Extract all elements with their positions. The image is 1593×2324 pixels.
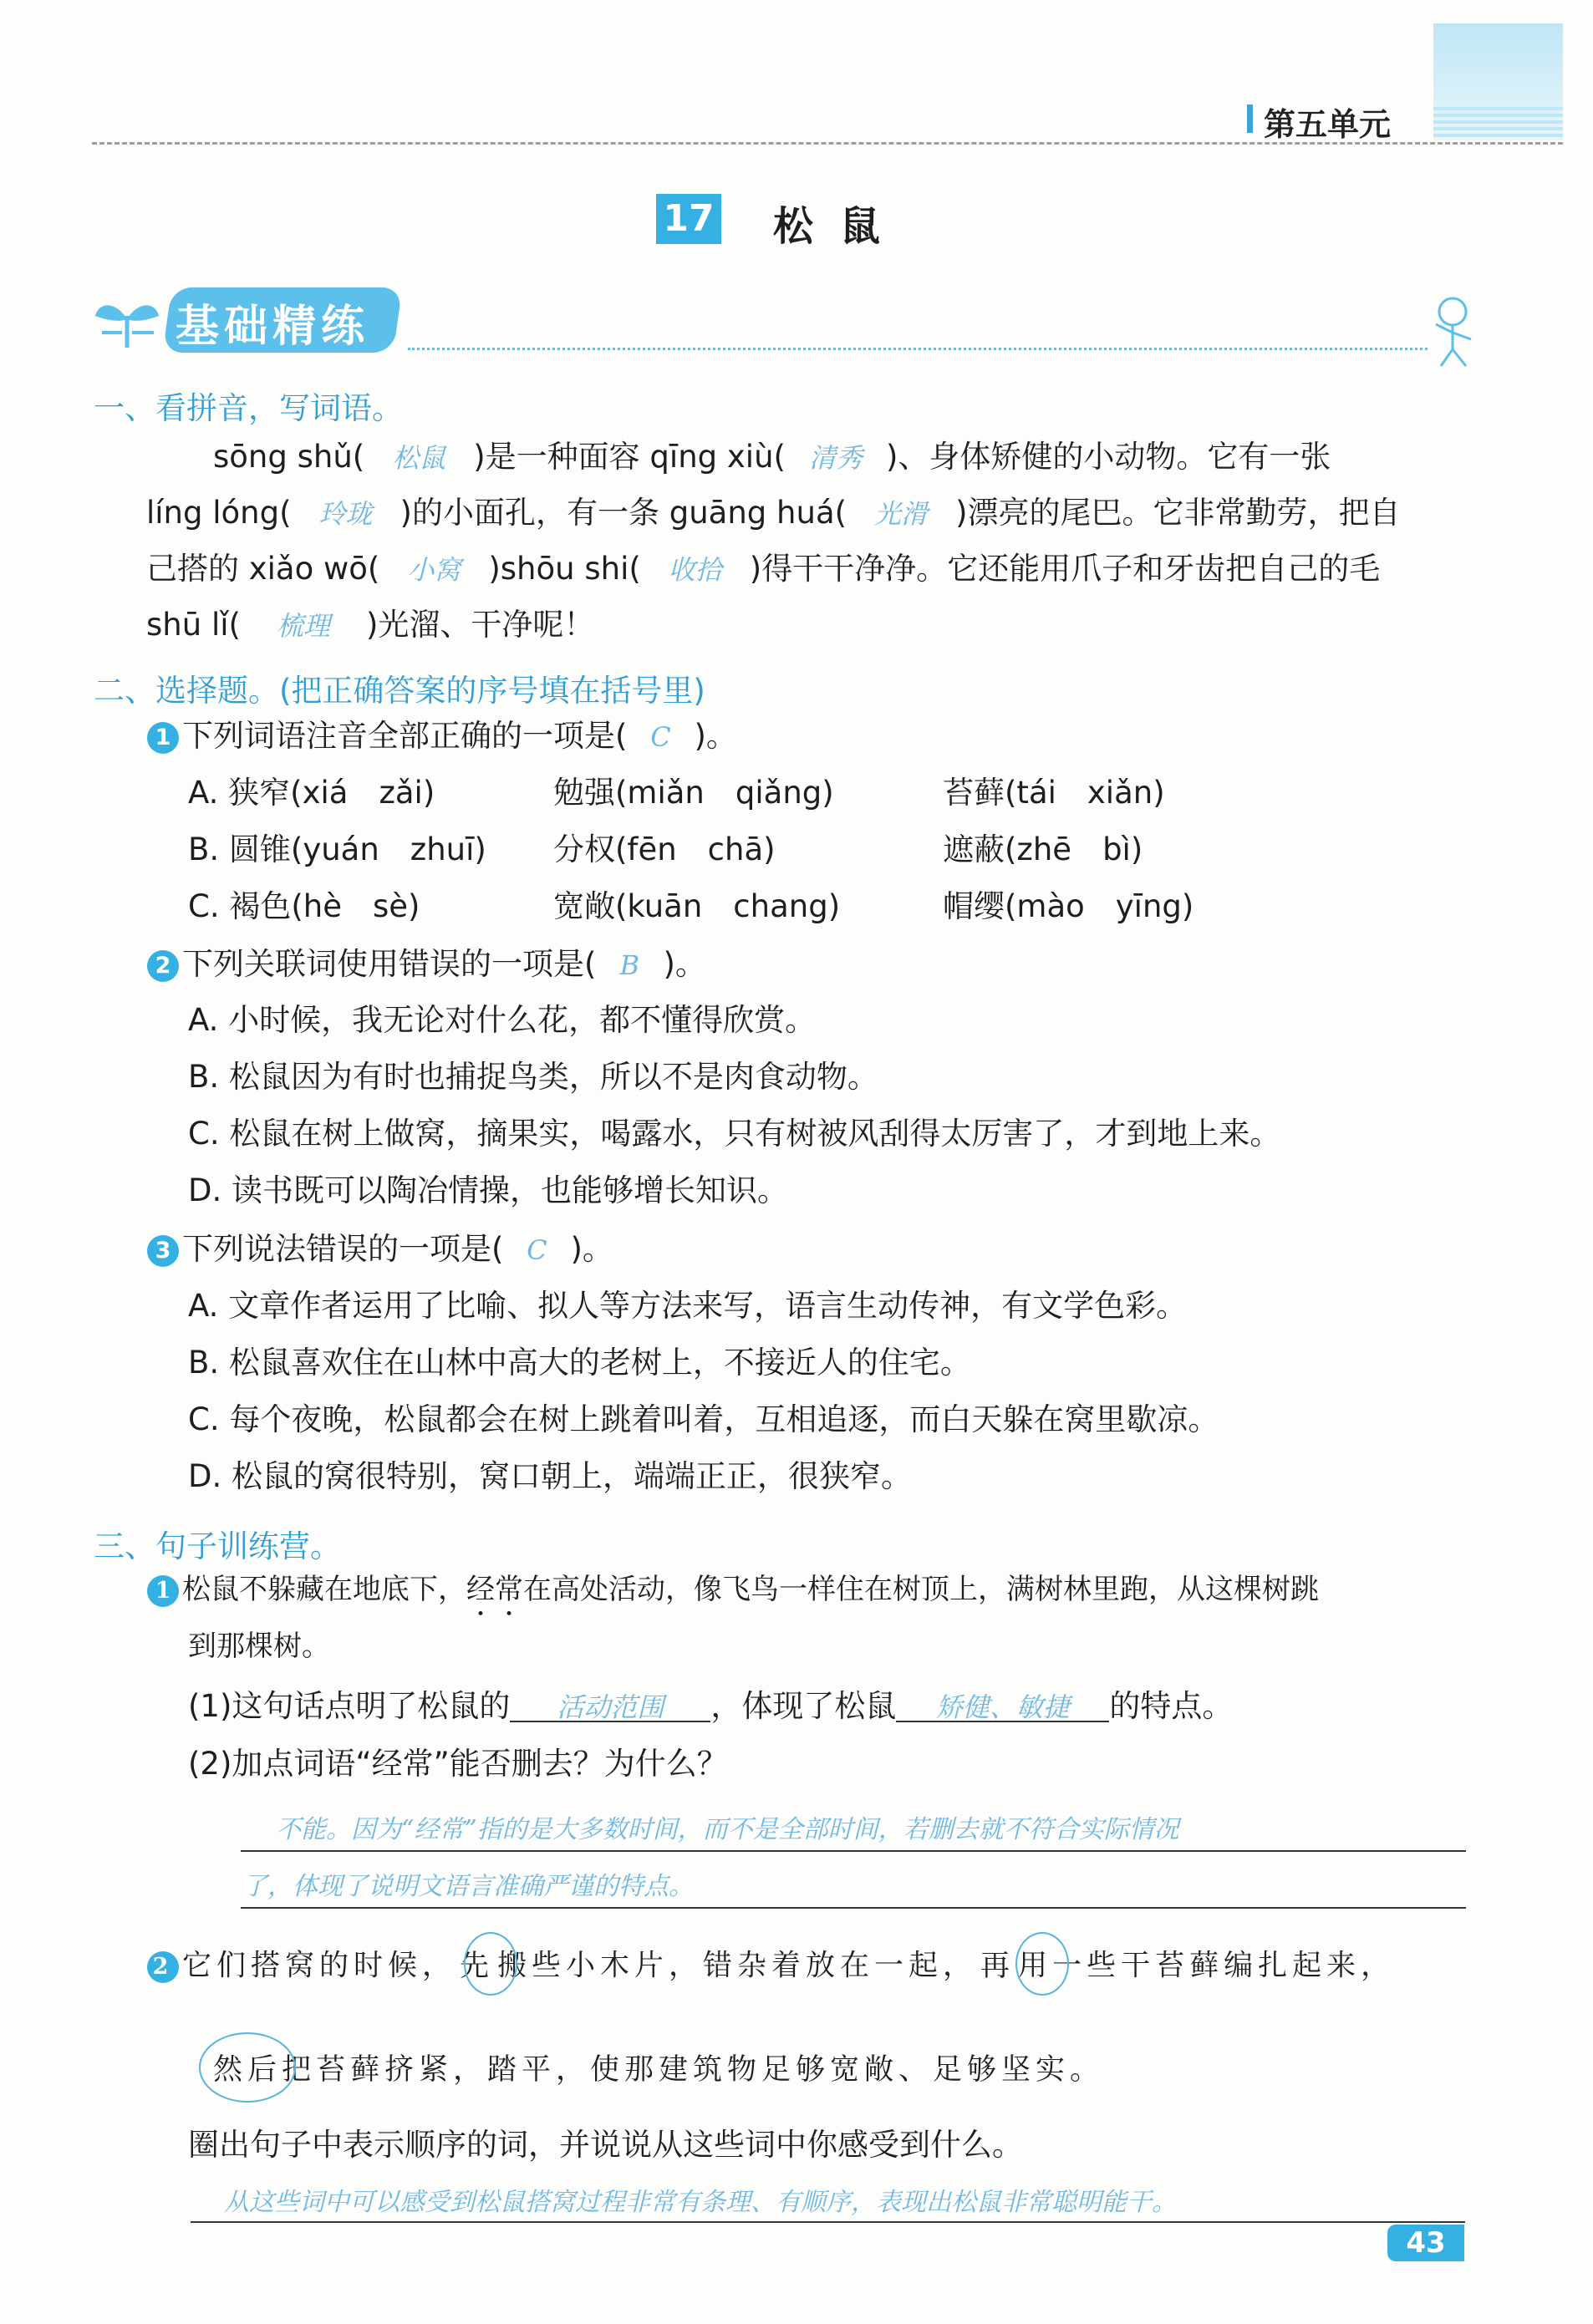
question-number-badge: 1	[147, 722, 179, 754]
answer-guanghua: 光滑	[874, 498, 929, 530]
q2-2-option: B. 松鼠因为有时也捕捉鸟类，所以不是肉食动物。	[188, 1059, 878, 1095]
sec3-q1-sub2: (2)加点词语“经常”能否删去？为什么？	[188, 1746, 728, 1782]
q2-3-option: A. 文章作者运用了比喻、拟人等方法来写，语言生动传神，有文学色彩。	[188, 1288, 1188, 1324]
answer-line	[241, 1850, 1466, 1852]
q2-s4: 把苔藓挤紧，踏平，使那建筑物足够宽敞、足够坚实。	[282, 2053, 1105, 2087]
answer-sub2-line1: 不能。因为“经常”指的是大多数时间，而不是全部时间，若删去就不符合实际情况	[276, 1815, 1179, 1844]
q2-1-opt-c3: 帽缨(mào yīng)	[943, 888, 1194, 924]
q2-s3: 用一些干苔藓编扎起来，	[1018, 1949, 1396, 1983]
q2-1-answer: C	[650, 721, 671, 753]
sec3-q2-sentence2	[213, 2053, 1105, 2087]
answer-trait: 矫健、敏捷	[896, 1694, 1109, 1722]
q2-2-option: D. 读书既可以陶冶情操，也能够增长知识。	[188, 1172, 789, 1208]
page-number: 43	[1387, 2225, 1464, 2261]
sec1-l2-c: )漂亮的尾巴。它非常勤劳，把自	[955, 495, 1401, 531]
circled-word-zai: 再	[980, 1949, 1015, 1983]
answer-linglong: 玲珑	[318, 498, 373, 530]
sub1-c: 的特点。	[1109, 1688, 1234, 1724]
sec1-l1-a: sōng shǔ(	[213, 439, 365, 475]
q2-1-opt-a2: 勉强(miǎn qiǎng)	[553, 775, 834, 811]
question-number-badge: 1	[147, 1575, 179, 1607]
answer-q2: 从这些词中可以感受到松鼠搭窝过程非常有条理、有顺序，表现出松鼠非常聪明能干。	[224, 2188, 1177, 2217]
circled-word-xian: 先	[460, 1949, 495, 1983]
q2-2-stem-b: )。	[663, 946, 706, 982]
q2-2-stem	[147, 948, 706, 982]
q2-3-option: D. 松鼠的窝很特别，窝口朝上，端端正正，很狭窄。	[188, 1458, 913, 1494]
sec3-q2-task: 圈出句子中表示顺序的词，并说说从这些词中你感受到什么。	[188, 2127, 1023, 2163]
answer-songshu: 松鼠	[392, 442, 446, 474]
sec1-line3	[146, 551, 1381, 587]
sec1-l2-b: )的小面孔，有一条 guāng huá(	[400, 495, 847, 531]
section1-title: 一、看拼音，写词语。	[94, 390, 403, 426]
answer-shuli: 梳理	[276, 610, 330, 642]
sec1-l3-c: )得干干净净。它还能用爪子和牙齿把自己的毛	[749, 551, 1381, 587]
q2-1-opt-a1: A. 狭窄(xiá zǎi)	[188, 775, 435, 811]
q2-3-stem-b: )。	[570, 1231, 613, 1267]
banner-divider	[408, 348, 1428, 350]
header-decor-lines	[1433, 107, 1563, 140]
q2-s2: 搬些小木片，错杂着放在一起，	[497, 1949, 978, 1983]
answer-line	[241, 1907, 1466, 1909]
q2-1-opt-b2: 分权(fēn chā)	[553, 831, 776, 867]
question-number-badge: 3	[147, 1235, 179, 1267]
q2-3-stem-a: 下列说法错误的一项是(	[182, 1231, 504, 1267]
sec3-q1-sentence2: 到那棵树。	[188, 1630, 330, 1663]
circle-mark	[199, 2032, 296, 2103]
sec1-line4	[146, 607, 595, 643]
sub1-b: ，体现了松鼠	[710, 1688, 897, 1724]
sec1-line1	[213, 439, 1331, 475]
q2-3-stem	[147, 1233, 613, 1267]
answer-activity-range: 活动范围	[510, 1694, 710, 1722]
unit-marker	[1247, 104, 1253, 133]
q2-2-option: C. 松鼠在树上做窝，摘果实，喝露水，只有树被风刮得太厉害了，才到地上来。	[188, 1116, 1281, 1152]
q2-2-option: A. 小时候，我无论对什么花，都不懂得欣赏。	[188, 1002, 817, 1038]
lesson-title: 松鼠	[773, 203, 908, 250]
girl-cartoon-icon	[1412, 291, 1492, 370]
lesson-number: 17	[656, 194, 721, 244]
q2-1-opt-c1: C. 褐色(hè sè)	[188, 888, 420, 924]
q2-2-answer: B	[619, 949, 640, 981]
sec3-q1-sent-c: 在高处活动，像飞鸟一样住在树顶上，满树林里跑，从这棵树跳	[523, 1573, 1319, 1606]
sec3-q1-sub1	[188, 1688, 1234, 1724]
question-number-badge: 2	[147, 950, 179, 982]
q2-1-stem-b: )。	[694, 718, 737, 754]
answer-qingxiu: 清秀	[808, 442, 863, 474]
section2-title: 二、选择题。(把正确答案的序号填在括号里)	[94, 673, 705, 709]
answer-shoushi: 收拾	[668, 554, 722, 586]
sec3-q1-sentence	[147, 1573, 1319, 1623]
circled-word-ranhou: 然后	[213, 2053, 282, 2087]
sec1-l1-c: )、身体矫健的小动物。它有一张	[885, 439, 1331, 475]
q2-2-stem-a: 下列关联词使用错误的一项是(	[182, 946, 597, 982]
sec3-q2-sentence	[147, 1951, 1395, 1983]
sec1-l2-a: líng lóng(	[146, 495, 292, 531]
circle-mark	[1015, 1932, 1069, 1996]
q2-3-option: B. 松鼠喜欢住在山林中高大的老树上，不接近人的住宅。	[188, 1345, 971, 1381]
q2-3-option: C. 每个夜晚，松鼠都会在树上跳着叫着，互相追逐，而白天躲在窝里歇凉。	[188, 1401, 1219, 1437]
sec3-q1-sent-a: 松鼠不躲藏在地底下，	[182, 1573, 466, 1606]
q2-1-stem-a: 下列词语注音全部正确的一项是(	[182, 718, 628, 754]
answer-line	[191, 2221, 1465, 2223]
q2-1-opt-b1: B. 圆锥(yuán zhuī)	[188, 831, 486, 867]
sec1-l4-b: )光溜、干净呢！	[365, 607, 595, 643]
header-divider	[92, 142, 1563, 145]
q2-1-opt-b3: 遮蔽(zhē bì)	[943, 831, 1143, 867]
q2-1-stem	[147, 720, 737, 754]
q2-1-opt-c2: 宽敞(kuān chang)	[553, 888, 841, 924]
answer-sub2-line2: 了，体现了说明文语言准确严谨的特点。	[242, 1872, 694, 1901]
unit-title: 第五单元	[1264, 106, 1392, 143]
question-number-badge: 2	[147, 1951, 179, 1983]
sec1-l3-a: 己搭的 xiǎo wō(	[146, 551, 380, 587]
q2-1-opt-a3: 苔藓(tái xiǎn)	[943, 775, 1165, 811]
sec1-l4-a: shū lǐ(	[146, 607, 241, 643]
sec1-l1-b: )是一种面容 qīng xiù(	[473, 439, 786, 475]
circle-mark	[464, 1932, 517, 1996]
q2-s1: 它们搭窝的时候，	[182, 1949, 457, 1983]
q2-3-answer: C	[527, 1234, 547, 1266]
answer-xiaowo: 小窝	[407, 554, 461, 586]
sec1-l3-b: )shōu shi(	[488, 551, 641, 587]
emphasized-word: 经常	[466, 1573, 523, 1606]
sprout-icon	[94, 291, 160, 349]
section-banner: 基础精练	[176, 302, 370, 352]
sec1-line2	[146, 495, 1401, 531]
section3-title: 三、句子训练营。	[94, 1528, 341, 1564]
sub1-a: (1)这句话点明了松鼠的	[188, 1688, 511, 1724]
